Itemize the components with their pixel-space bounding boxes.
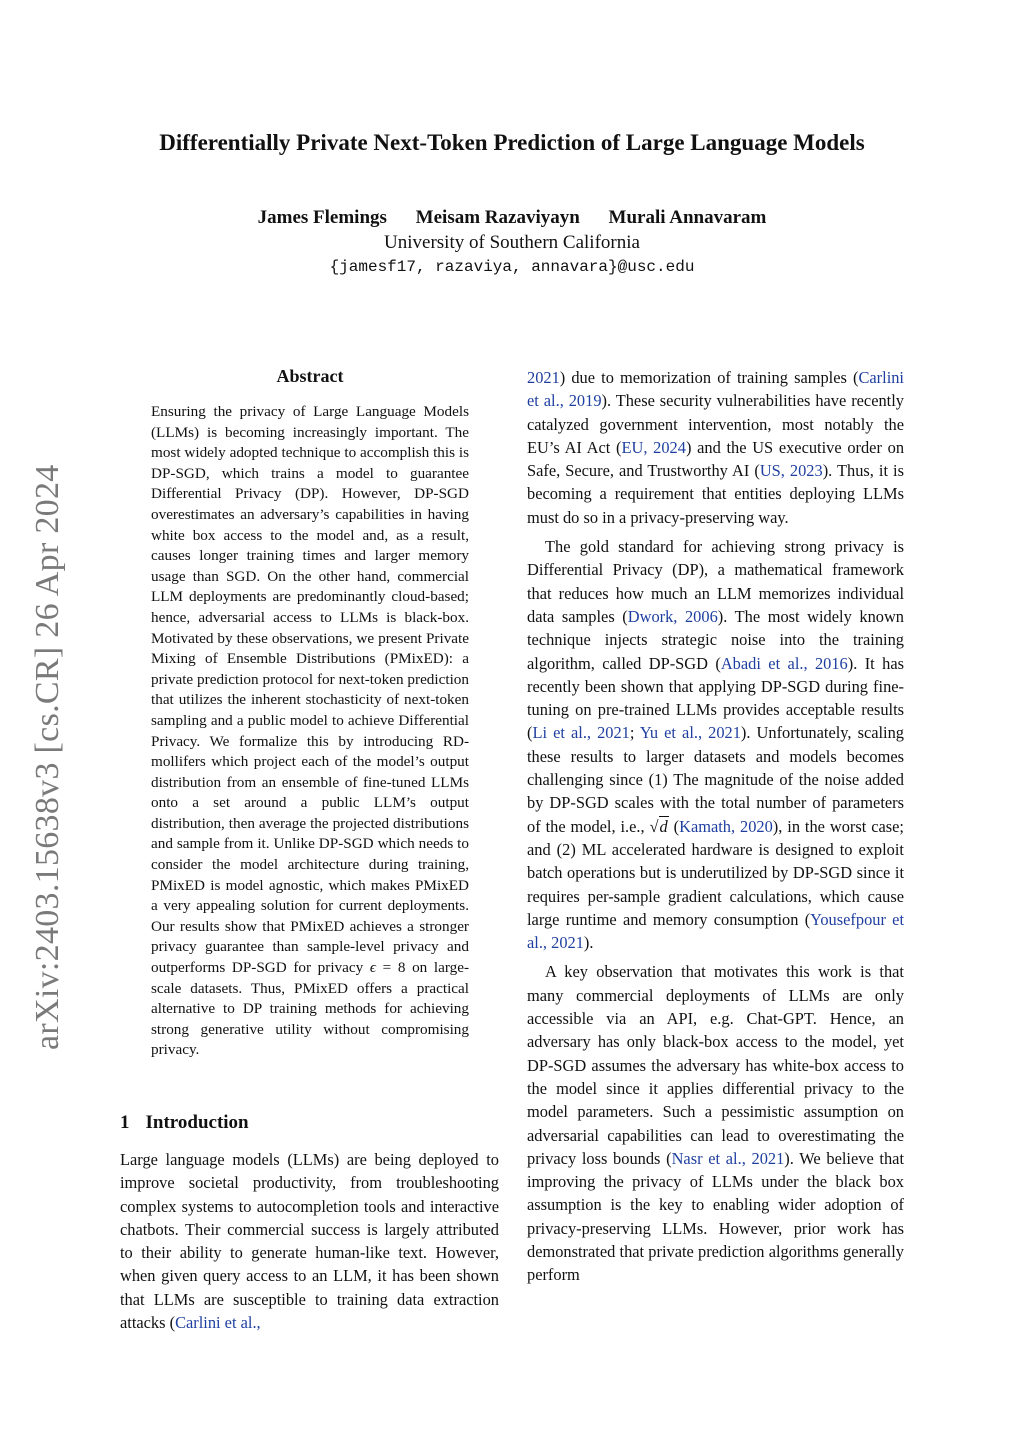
citation-link[interactable]: Yu et al., 2021 (639, 723, 741, 743)
affiliation: University of Southern California (384, 232, 640, 253)
arxiv-stamp: arXiv:2403.15638v3 [cs.CR] 26 Apr 2024 (29, 464, 66, 1050)
intro-paragraph: A key observation that motivates this work is that many commercial deployments of LLMs are only accessible via an API, e.g. Chat-GPT. Hence, an adversary has only black-box access to the model, yet DP-SGD assumes the adversary has white-box access to the model since it applies differential privacy to the model parameters. Such a pessimistic assumption on adversarial capabilities can lead to overestimating the privacy loss bounds (Nasr et al., 2021). We believe that improving the privacy of LLMs under the black box assumption is the key to enabling wider adoption of privacy-preserving LLMs. However, prior work has demonstrated that private prediction algorithms generally perform (527, 962, 905, 1285)
intro-paragraph: The gold standard for achieving strong privacy is Differential Privacy (DP), a mathematical framework that reduces how much an LLM memorizes individual data samples (Dwork, 2006). The most widely known technique injects strategic noise into the training algorithm, called DP-SGD (Abadi et al., 2016). It has recently been shown that applying DP-SGD during fine-tuning on pre-trained LLMs provides acceptable results (Li et al., 2021; Yu et al., 2021). Unfortunately, scaling these results to larger datasets and models becomes challenging since (1) The magnitude of the noise added by DP-SGD scales with the total number of parameters of the model, i.e., √d (Kamath, 2020), in the worst case; and (2) ML accelerated hardware is designed to exploit batch operations but is underutilized by DP-SGD since it requires per-sample gradient calculations, which cause large runtime and memory consumption (Yousefpour et al., 2021). (527, 537, 905, 953)
sqrt-d-formula: √d (649, 816, 668, 836)
intro-paragraph: 2021) due to memorization of training samples (Carlini et al., 2019). These security vulnerabilities have recently catalyzed government intervention, most notably the EU’s AI Act (EU, 2024) and the US executive order on Safe, Secure, and Trustworthy AI (US, 2023). Thus, it is becoming a requirement that entities deploying LLMs must do so in a privacy-preserving way. (527, 368, 905, 527)
author-emails: {jamesf17, razaviya, annavara}@usc.edu (329, 258, 695, 276)
author-name: Meisam Razaviyayn (415, 207, 580, 228)
citation-link[interactable]: Carlini et al., 2019 (527, 368, 904, 411)
section-number: 1 (120, 1112, 130, 1133)
right-column (527, 366, 904, 1293)
citation-link[interactable]: Dwork, 2006 (627, 606, 718, 626)
paper-title: Differentially Private Next-Token Prediction of Large Language Models (159, 130, 865, 155)
citation-link[interactable]: Carlini et al., (175, 1313, 261, 1333)
abstract-text: Ensuring the privacy of Large Language Models (LLMs) is becoming increasingly important. The most widely adopted technique to accomplish this is DP-SGD, which trains a model to guarantee Differential Privacy (DP). However, DP-SGD overestimates an adversary’s capabilities in having white box access to the model and, as a result, causes longer training times and larger memory usage than SGD. On the other hand, commercial LLM deployments are predominantly cloud-based; hence, adversarial access to LLMs is black-box. Motivated by these observations, we present Private Mixing of Ensemble Distributions (PMixED): a private prediction protocol for next-token prediction that utilizes the inherent stochasticity of next-token sampling and a public model to achieve Differential Privacy. We formalize this by introducing RD-mollifers which project each of the model’s output distribution from an ensemble of fine-tuned LLMs onto a set around a public LLM’s output distribution, then average the projected distributions and sample from it. Unlike DP-SGD which needs to consider the model architecture during training, PMixED is model agnostic, which makes PMixED a very appealing solution for current deployments. Our results show that PMixED achieves a stronger privacy guarantee than sample-level privacy and outperforms DP-SGD for privacy ϵ = 8 on large-scale datasets. Thus, PMixED offers a practical alternative to DP training methods for achieving strong generative utility without compromising privacy. (151, 403, 470, 1059)
citation-link[interactable]: Nasr et al., 2021 (671, 1148, 785, 1168)
section-title: Introduction (145, 1112, 249, 1133)
citation-link[interactable]: 2021 (527, 368, 560, 387)
section-heading-introduction (120, 1112, 249, 1134)
citation-link[interactable]: Kamath, 2020 (679, 816, 773, 836)
citation-link[interactable]: Yousefpour et al., 2021 (527, 909, 905, 953)
author-name: Murali Annavaram (608, 207, 767, 228)
citation-link[interactable]: US, 2023 (759, 461, 823, 481)
epsilon-symbol: ϵ (369, 959, 376, 977)
author-list (0, 207, 1024, 229)
citation-link[interactable]: Li et al., 2021 (532, 723, 630, 743)
abstract-heading: Abstract (276, 366, 344, 386)
citation-link[interactable]: EU, 2024 (621, 437, 686, 457)
author-name: James Flemings (257, 207, 387, 228)
citation-link[interactable]: Abadi et al., 2016 (720, 653, 848, 673)
intro-paragraph-left: Large language models (LLMs) are being deployed to improve societal productivity, from troubleshooting complex systems to autocompletion tools and interactive chatbots. Their commercial success is largely attributed to their ability to generate human-like text. However, when given query access to an LLM, it has been shown that LLMs are susceptible to training data extraction attacks (Carlini et al., (120, 1150, 499, 1333)
